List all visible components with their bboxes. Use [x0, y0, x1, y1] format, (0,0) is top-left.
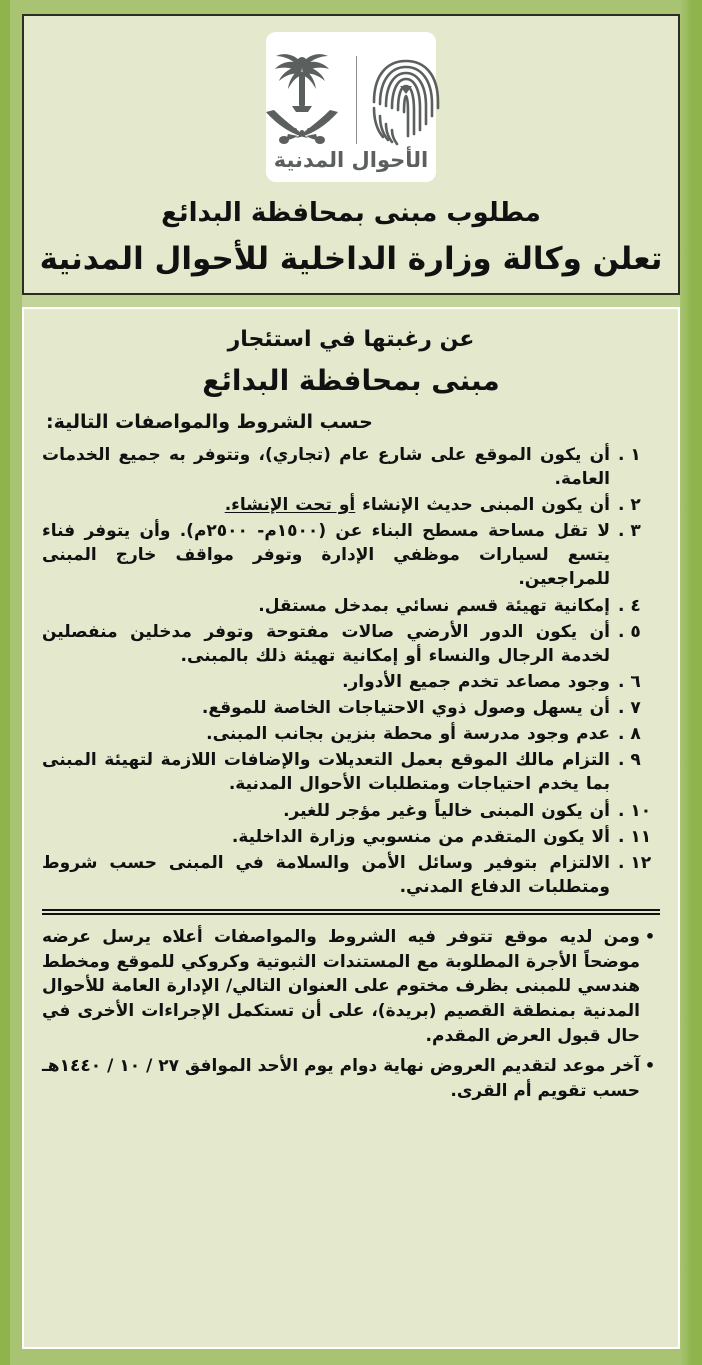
note-item: [42, 1054, 660, 1103]
condition-item: [42, 443, 658, 491]
conditions-list: [42, 443, 658, 901]
subject-line: مبنى بمحافظة البدائع: [202, 363, 500, 397]
condition-text: ألا يكون المتقدم من منسوبي وزارة الداخلية.: [231, 826, 610, 847]
condition-number: ٤ .: [618, 595, 641, 616]
condition-number: ٧ .: [618, 698, 641, 718]
condition-number: ١٢ .: [618, 852, 652, 873]
condition-text: أن يسهل وصول ذوي الاحتياجات الخاصة للموقع.: [201, 698, 610, 718]
condition-number: ٣ .: [618, 521, 641, 542]
condition-text-underlined: أو تحت الإنشاء.: [224, 495, 356, 515]
condition-number: ٦ .: [618, 671, 641, 692]
condition-item: [42, 799, 658, 823]
notes-list: [42, 925, 660, 1109]
condition-item: [42, 748, 658, 796]
condition-item: [42, 670, 658, 694]
condition-item: [42, 696, 658, 720]
condition-item: [42, 722, 658, 746]
note-text: آخر موعد لتقديم العروض نهاية دوام يوم الأحد الموافق ٢٧ / ١٠ / ١٤٤٠هـ حسب تقويم أم القرى.: [42, 1056, 641, 1101]
body-box: [22, 307, 680, 1349]
section-divider: [42, 909, 660, 915]
condition-number: ١ .: [618, 444, 641, 465]
header-line-2: تعلن وكالة وزارة الداخلية للأحوال المدنية: [39, 241, 663, 277]
condition-item: [42, 851, 658, 899]
logo-container: [36, 26, 666, 184]
condition-number: ١٠ .: [618, 800, 652, 821]
fingerprint-icon: [371, 50, 441, 150]
condition-text: الالتزام بتوفير وسائل الأمن والسلامة في المبنى حسب شروط ومتطلبات الدفاع المدني.: [42, 852, 610, 897]
header-line-1: مطلوب مبنى بمحافظة البدائع: [161, 198, 541, 228]
logo-emblems: [262, 48, 441, 152]
condition-number: ٥ .: [618, 621, 641, 642]
bullet-icon: •: [644, 927, 656, 946]
palm-swords-emblem-icon: [262, 50, 342, 150]
condition-number: ١١ .: [618, 826, 652, 847]
condition-text: التزام مالك الموقع بعمل التعديلات والإضافات اللازمة لتهيئة المبنى بما يخدم احتياجات ومتطلبات الأحوال المدنية.: [42, 750, 610, 795]
intro-line: عن رغبتها في استئجار: [227, 326, 475, 352]
condition-item: [42, 519, 658, 591]
condition-text: أن يكون الموقع على شارع عام (تجاري)، وتتوفر به جميع الخدمات العامة.: [42, 444, 610, 489]
bullet-icon: •: [644, 1056, 656, 1076]
logo-caption: الأحوال المدنية: [273, 147, 429, 172]
header-box: [22, 14, 680, 295]
condition-number: ٨ .: [618, 724, 641, 745]
note-text: ومن لديه موقع تتوفر فيه الشروط والمواصفات أعلاه يرسل عرضه موضحاً الأجرة المطلوبة مع المستندات الثبوتية وكروكي للموقع ومخطط هندسي للمبنى بظرف مختوم على العنوان التالي/ الإدارة العامة للأحوال المدنية بمنطقة القصيم (بريدة)، على أن تستكمل الإجراءات الأخرى في حال قبول العرض المقدم.: [42, 927, 640, 1046]
condition-item: [42, 493, 658, 517]
condition-text: أن يكون المبنى حديث الإنشاء أو تحت الإنشاء.: [224, 495, 610, 515]
condition-text: إمكانية تهيئة قسم نسائي بمدخل مستقل.: [258, 595, 610, 616]
logo-divider: [356, 56, 357, 144]
conditions-title: حسب الشروط والمواصفات التالية:: [46, 410, 373, 433]
condition-text: أن يكون الدور الأرضي صالات مفتوحة وتوفر مدخلين منفصلين لخدمة الرجال والنساء أو إمكانية تهيئة ذلك بالمبنى.: [42, 621, 610, 666]
condition-number: ٢ .: [618, 495, 641, 515]
condition-item: [42, 620, 658, 668]
condition-text: وجود مصاعد تخدم جميع الأدوار.: [342, 671, 610, 692]
condition-text: عدم وجود مدرسة أو محطة بنزين بجانب المبنى.: [206, 724, 610, 745]
box-separator: [22, 295, 680, 307]
logo-card: [266, 32, 436, 182]
condition-item: [42, 594, 658, 618]
condition-number: ٩ .: [618, 750, 641, 771]
condition-text: لا تقل مساحة مسطح البناء عن (١٥٠٠م- ٢٥٠٠م). وأن يتوفر فناء يتسع لسيارات موظفي الإدارة وتوفر مواقف خارج المبنى للمراجعين.: [42, 521, 610, 590]
condition-item: [42, 825, 658, 849]
note-item: [42, 925, 660, 1048]
condition-text: أن يكون المبنى خالياً وغير مؤجر للغير.: [283, 800, 610, 821]
